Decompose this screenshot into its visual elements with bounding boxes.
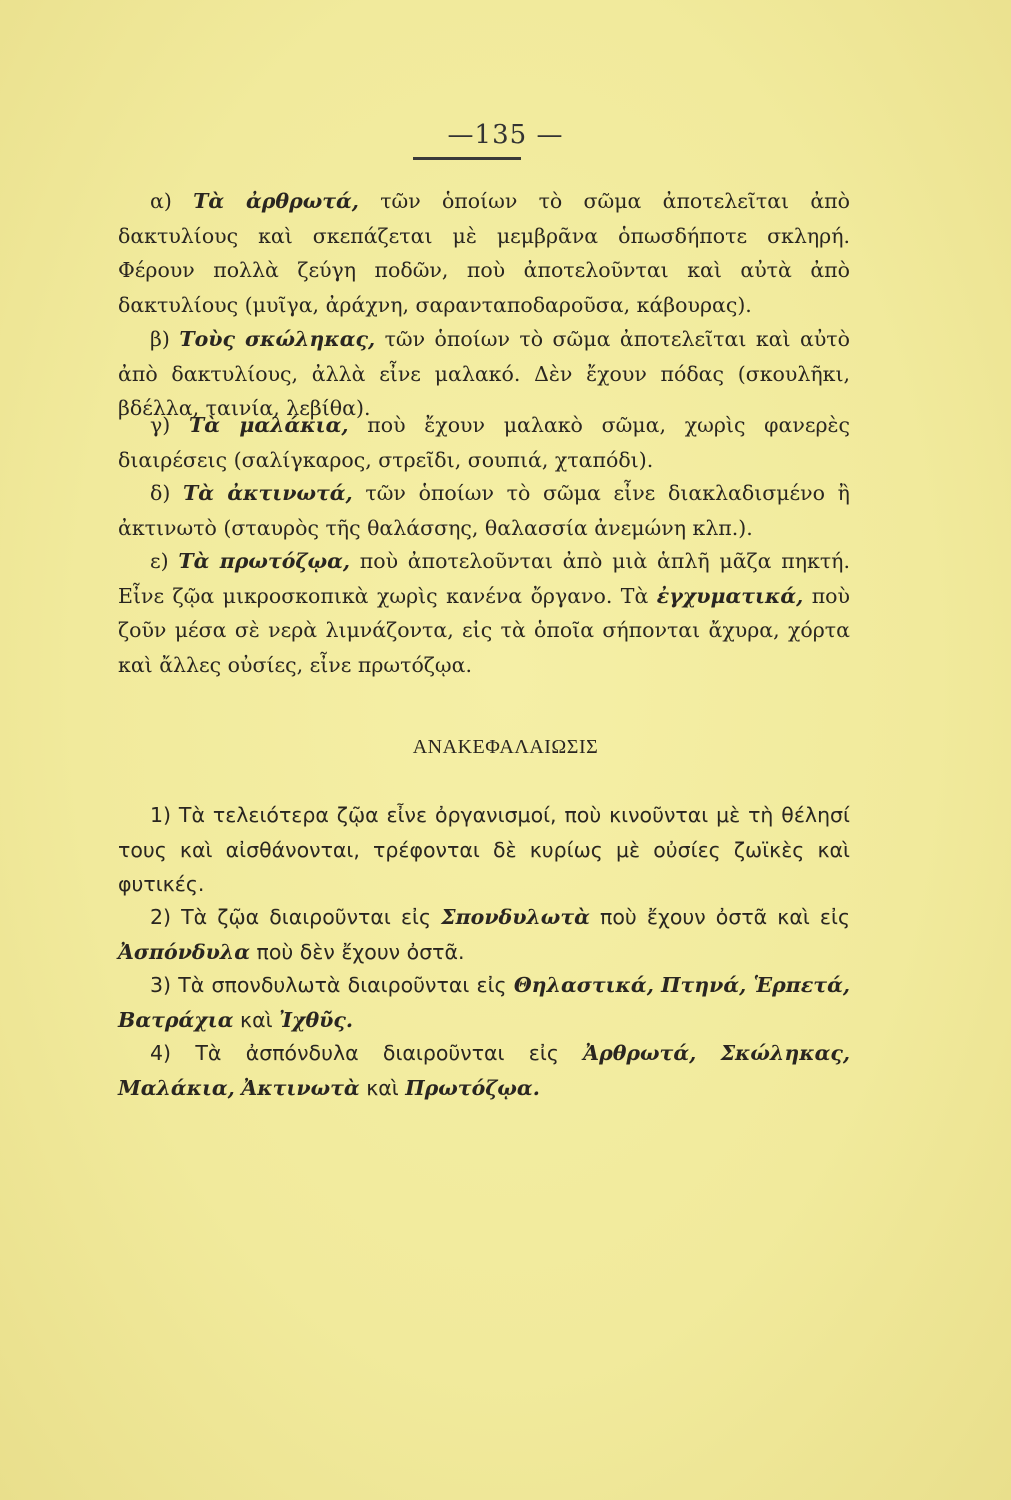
section-d-text: τῶν ὁποίων τὸ σῶμα εἶνε διακλαδισμένο ἢ ἀκτινωτὸ (σταυρὸς τῆς θαλάσσης, θαλασσία ἀνεμώνη κλπ.). [118,481,850,540]
summary-item-2 [118,900,850,969]
section-d-label: δ) [150,481,171,505]
section-d-paragraph [118,476,850,545]
summary-item-3-term-3: Ἑρπετά, [753,973,850,997]
summary-item-3-paragraph [118,968,850,1037]
section-c [118,408,850,477]
summary-item-4-term-1: Ἀρθρωτά, [583,1041,697,1065]
summary-item-4 [118,1036,850,1105]
section-e [118,544,850,682]
section-e-term-2: ἐγχυματικά, [656,583,804,608]
summary-item-2-term-2: Ἀσπόνδυλα [118,939,250,964]
section-d-term: Τὰ ἀκτινωτά, [183,481,353,505]
summary-item-3-term-5: Ἰχθῦς. [279,1007,353,1032]
summary-item-3-term-2: Πτηνά, [661,973,747,997]
summary-item-4-paragraph [118,1036,850,1105]
section-e-text-1: ποὺ ἀποτελοῦνται ἀπὸ μιὰ ἁπλῆ μᾶζα πηκτή. Εἶνε ζῷα μικροσκοπικὰ χωρὶς κανένα ὄργανο. Τὰ [118,549,850,608]
summary-item-4-mid: καὶ [366,1075,399,1100]
section-a [118,184,850,322]
summary-item-2-paragraph [118,900,850,969]
section-e-label: ε) [150,549,169,573]
section-e-text-2: ποὺ ζοῦν μέσα σὲ νερὰ λιμνάζοντα, εἰς τὰ ὁποῖα σήπονται ἄχυρα, χόρτα καὶ ἄλλες οὐσίες, εἶνε πρωτόζῳα. [118,583,850,677]
section-b-text: τῶν ὁποίων τὸ σῶμα ἀποτελεῖται καὶ αὐτὸ ἀπὸ δακτυλίους, ἀλλὰ εἶνε μαλακό. Δὲν ἔχουν πόδας (σκουλῆκι, βδέλλα, ταινία, λεβίθα). [118,327,850,420]
summary-item-4-term-5: Πρωτόζῳα. [405,1075,540,1100]
summary-item-2-post: ποὺ δὲν ἔχουν ὀστᾶ. [256,939,465,964]
summary-item-3-pre: 3) Τὰ σπονδυλωτὰ διαιροῦνται εἰς [150,973,507,997]
section-a-paragraph [118,184,850,322]
summary-item-4-term-3: Μαλάκια, [118,1075,235,1100]
section-b-label: β) [150,327,170,351]
section-e-term: Τὰ πρωτόζῳα, [178,549,350,573]
summary-item-4-term-4: Ἀκτινωτὰ [241,1075,360,1100]
summary-item-4-pre: 4) Τὰ ἀσπόνδυλα διαιροῦνται εἰς [150,1041,559,1065]
section-c-label: γ) [150,413,171,437]
summary-item-2-mid: ποὺ ἔχουν ὀστᾶ καὶ εἰς [600,905,850,929]
section-a-text: τῶν ὁποίων τὸ σῶμα ἀποτελεῖται ἀπὸ δακτυλίους καὶ σκεπάζεται μὲ μεμβρᾶνα ὁπωσδήποτε σκληρή. Φέρουν πολλὰ ζεύγη ποδῶν, ποὺ ἀποτελοῦνται καὶ αὐτὰ ἀπὸ δακτυλίους (μυῖγα, ἀράχνη, σαρανταποδαροῦσα, κάβουρας). [118,189,850,317]
section-a-term: Τὰ ἀρθρωτά, [193,189,359,213]
section-c-paragraph [118,408,850,477]
summary-item-3 [118,968,850,1037]
summary-item-2-term-1: Σπονδυλωτὰ [441,905,590,929]
summary-item-3-term-4: Βατράχια [118,1007,234,1032]
page-number: —135 — [447,120,564,150]
section-d [118,476,850,545]
summary-title: ΑΝΑΚΕΦΑΛΑΙΩΣΙΣ [412,736,599,758]
summary-item-2-pre: 2) Τὰ ζῷα διαιροῦνται εἰς [150,905,432,929]
summary-item-1 [118,798,850,902]
section-e-paragraph [118,544,850,682]
section-a-label: α) [150,189,172,213]
summary-item-3-term-1: Θηλαστικά, [513,973,654,997]
section-c-text: ποὺ ἔχουν μαλακὸ σῶμα, χωρὶς φανερὲς διαιρέσεις (σαλίγκαρος, στρεῖδι, σουπιά, χταπόδι). [118,413,850,472]
summary-item-3-mid: καὶ [240,1007,273,1032]
section-b-term: Τοὺς σκώληκας, [179,327,376,351]
section-c-term: Τὰ μαλάκια, [189,413,349,437]
header-rule [413,157,521,160]
summary-item-4-term-2: Σκώληκας, [720,1041,850,1065]
summary-item-1-text: 1) Τὰ τελειότερα ζῷα εἶνε ὀργανισμοί, ποὺ κινοῦνται μὲ τὴ θέλησί τους καὶ αἰσθάνονται, τρέφονται δὲ κυρίως μὲ οὐσίες ζωϊκὲς καὶ φυτικές. [118,803,850,896]
